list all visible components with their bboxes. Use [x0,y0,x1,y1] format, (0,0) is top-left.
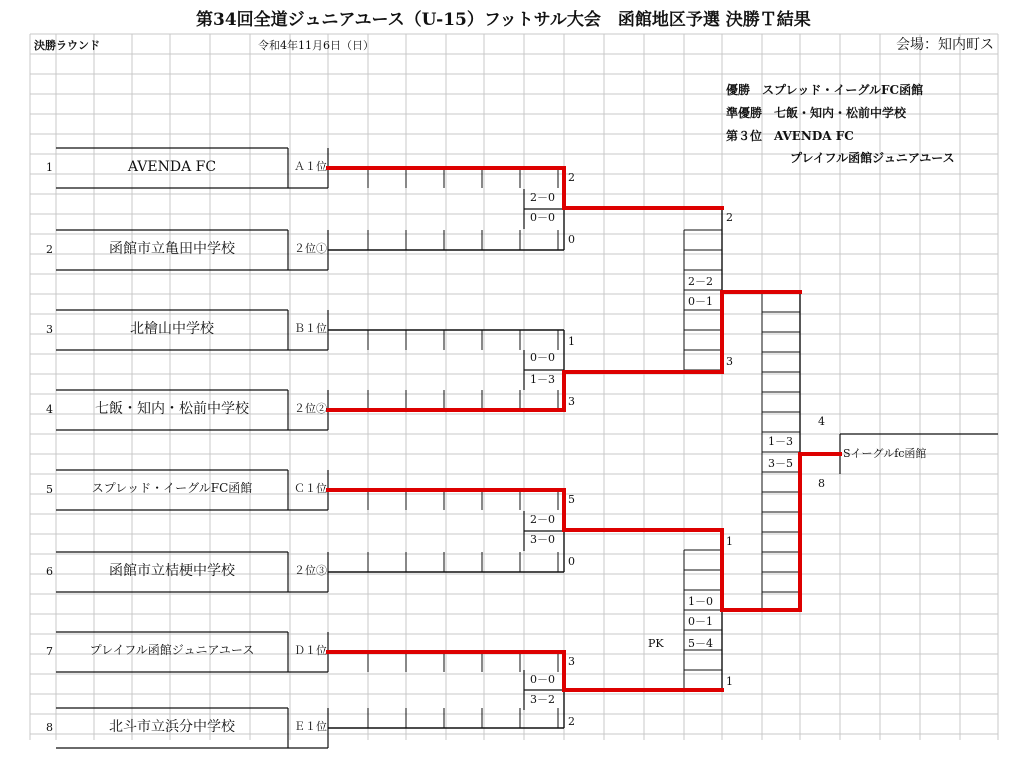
sf-half2: 0－1 [688,615,713,628]
team-name: 北檜山中学校 [130,321,214,337]
win-path-7 [328,652,722,690]
round-label: 決勝ラウンド [34,39,100,52]
team-seed: Ａ１位 [294,160,327,173]
r1-half1: 2－0 [530,513,555,526]
r1-total-top: 5 [568,493,575,506]
team-number: 5 [46,483,53,496]
team-name: 函館市立桔梗中学校 [109,563,235,579]
sf-pk-score: 5－4 [688,637,713,650]
result-second: 準優勝 七飯・知内・松前中学校 [726,106,907,120]
venue: 会場：知内町ス [896,37,994,53]
team-number: 4 [46,403,53,416]
champion-name: Sイーグルfc函館 [843,447,927,460]
result-third: 第３位 AVENDA FC [726,129,854,143]
team-name: プレイフル函館ジュニアユース [89,643,255,657]
r1-total-bot: 0 [568,233,575,246]
team-name: 七飯・知内・松前中学校 [95,401,249,417]
result-first: 優勝 スプレッド・イーグルFC函館 [726,83,924,97]
sf-half2: 0－1 [688,295,713,308]
sf-total-bot: 3 [726,355,733,368]
team-seed: ２位③ [294,564,327,577]
team-seed: Ｅ１位 [294,720,327,733]
team-number: 6 [46,565,53,578]
sf-total-bot: 1 [726,675,733,688]
team-seed: Ｄ１位 [294,644,327,657]
final-total-top: 4 [818,415,825,428]
team-number: 2 [46,243,53,256]
team-seed: Ｂ１位 [294,322,327,335]
sf-total-top: 1 [726,535,733,548]
team-number: 3 [46,323,53,336]
team-number: 7 [46,645,53,658]
page-title: 第34回全道ジュニアユース（U-15）フットサル大会 函館地区予選 決勝Ｔ結果 [196,10,811,30]
r1-half1: 0－0 [530,673,555,686]
r1-half2: 3－0 [530,533,555,546]
r1-total-bot: 3 [568,395,575,408]
sf-half1: 2－2 [688,275,713,288]
r1-half2: 0－0 [530,211,555,224]
team-seed: ２位① [294,242,327,255]
r1-total-top: 1 [568,335,575,348]
r1-total-bot: 2 [568,715,575,728]
r1-total-top: 2 [568,171,575,184]
sf-half1: 1－0 [688,595,713,608]
team-seed: Ｃ１位 [294,482,327,495]
team-name: 北斗市立浜分中学校 [109,719,235,735]
final-half1: 1－3 [768,435,793,448]
r1-half2: 3－2 [530,693,555,706]
team-seed: ２位② [294,402,327,415]
r1-half2: 1－3 [530,373,555,386]
r1-total-bot: 0 [568,555,575,568]
r1-half1: 0－0 [530,351,555,364]
final-half2: 3－5 [768,457,793,470]
sf-pk-label: PK [648,637,664,650]
team-name: AVENDA FC [127,159,217,175]
team-name: スプレッド・イーグルFC函館 [91,481,253,495]
team-number: 8 [46,721,53,734]
sf-total-top: 2 [726,211,733,224]
event-date: 令和4年11月6日（日） [258,39,374,52]
r1-total-top: 3 [568,655,575,668]
team-name: 函館市立亀田中学校 [109,241,235,257]
r1-half1: 2－0 [530,191,555,204]
result-third-b: プレイフル函館ジュニアユース [790,151,955,165]
winner-path [328,168,840,690]
final-total-bot: 8 [818,477,825,490]
team-number: 1 [46,161,53,174]
